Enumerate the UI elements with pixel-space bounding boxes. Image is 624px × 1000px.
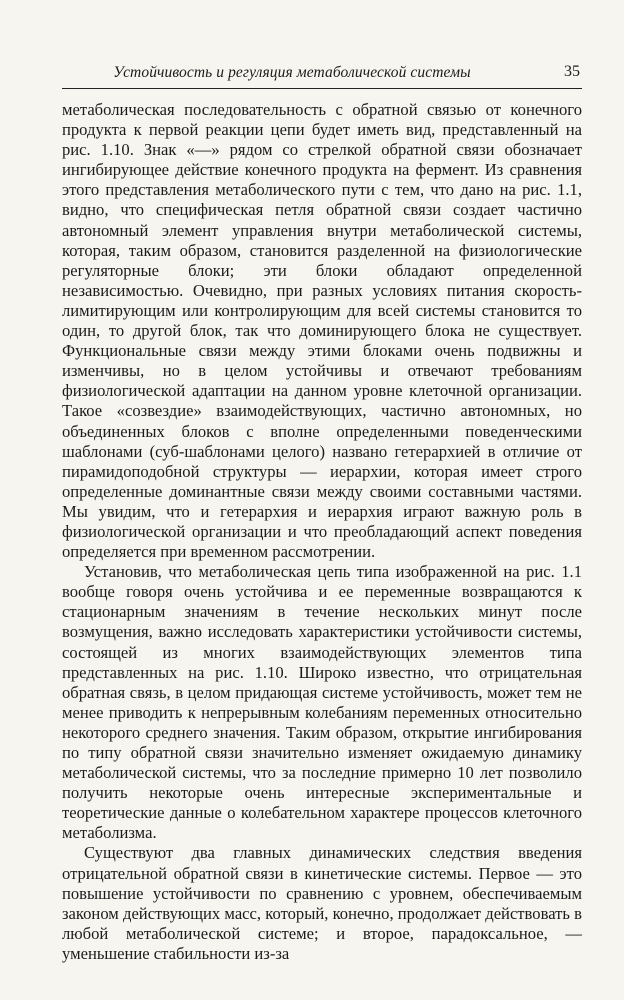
paragraph: Установив, что метаболическая цепь типа изображенной на рис. 1.1 вообще говоря очень устойчива и ее переменные возвращаются к стационарным значениям в течение нескольких минут после возмущения, важно исследовать характеристики устойчивости системы, состоящей из многих взаимодействующих элементов типа представленных на рис. 1.10. Широко известно, что отрицательная обратная связь, в целом придающая системе устойчивость, может тем не менее приводить к непрерывным колебаниям переменных относительно некоторого среднего значения. Таким образом, открытие ингибирования по типу обратной связи значительно изменяет ожидаемую динамику метаболической системы, что за последние примерно 10 лет позволило получить некоторые очень интересные экспериментальные и теоретические данные о колебательном характере процессов клеточного метаболизма. — [62, 562, 582, 843]
page-number: 35 — [564, 63, 580, 80]
paragraph: Существуют два главных динамических следствия введения отрицательной обратной связи в кинетические системы. Первое — это повышение устойчивости по сравнению с уровнем, обеспечиваемым законом действующих масс, который, конечно, продолжает действовать в любой метаболической системе; и второе, парадоксальное, — уменьшение стабильности из-за — [62, 843, 582, 963]
page-header — [62, 60, 582, 86]
running-title: Устойчивость и регуляция метаболической системы — [113, 64, 471, 81]
body-text — [62, 100, 582, 964]
paragraph-continued: метаболическая последовательность с обратной связью от конечного продукта к первой реакции цепи будет иметь вид, представленный на рис. 1.10. Знак «—» рядом со стрелкой обратной связи обозначает ингибирующее действие конечного продукта на фермент. Из сравнения этого представления метаболического пути с тем, что дано на рис. 1.1, видно, что специфическая петля обратной связи создает частично автономный элемент управления внутри метаболической системы, которая, таким образом, становится разделенной на физиологические регуляторные блоки; эти блоки обладают определенной независимостью. Очевидно, при разных условиях питания скорость-лимитирующим или контролирующим для всей системы становится то один, то другой блок, так что доминирующего блока не существует. Функциональные связи между этими блоками очень подвижны и изменчивы, но в целом устойчивы и отвечают требованиям физиологической адаптации на данном уровне клеточной организации. Такое «созвездие» взаимодействующих, частично автономных, но объединенных блоков с вполне определенными поведенческими шаблонами (суб-шаблонами целого) названо гетерархией в отличие от пирамидоподобной структуры — иерархии, которая имеет строго определенные доминантные связи между своими составными частями. Мы увидим, что и гетерархия и иерархия играют важную роль в физиологической организации и что преобладающий аспект поведения определяется при временном рассмотрении. — [62, 100, 582, 562]
header-rule — [62, 88, 582, 89]
